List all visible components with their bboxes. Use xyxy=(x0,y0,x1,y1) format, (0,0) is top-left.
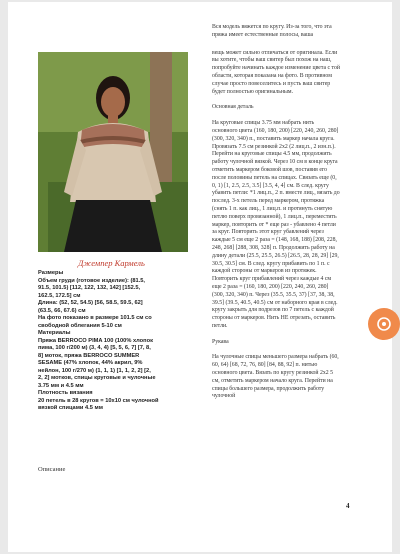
text-line: после половины петель на спицах. Связать еще (0, xyxy=(212,174,337,181)
page-number: 4 xyxy=(346,502,350,510)
text-line: Перейти на круговые спицы 4.5 мм, продолжить xyxy=(212,151,332,158)
text-line: кругу закрыть для подрезов по 7 петель с каждой xyxy=(212,307,334,314)
text-line: послед. 3-х петель перед маркером, протяжка xyxy=(212,198,325,205)
text-line: петли. xyxy=(212,322,228,329)
spec-line: Размеры xyxy=(38,270,64,276)
text-line: 39.5] (39.5, 40.5, 40.5) см от наборного края в след. xyxy=(212,299,338,306)
text-line: основного цвета. Вязать по кругу резинкой 2х2 5 xyxy=(212,370,334,377)
spec-line: Материалы xyxy=(38,330,71,336)
spec-line: 3.75 мм и 4.5 мм xyxy=(38,382,84,389)
text-line: Провязать 7.5 см резинкой 2х2 (2 лиц.п., 2 изн.п.). xyxy=(212,143,336,150)
document-page xyxy=(8,2,392,552)
section-title-body: Основная деталь xyxy=(212,104,254,111)
spec-line: Пряжа BERROCO PIMA 100 (100% хлопок xyxy=(38,337,153,344)
text-line: еще 2 раза = (160, 180, 200) [220, 240, 260, 280] xyxy=(212,283,329,290)
text-line: см, отметить маркером начало круга. Перейти на xyxy=(212,377,333,384)
spec-line: пима, 100 г/200 м) (3, 4, 4) [5, 5, 6, 7] [7, 8, xyxy=(38,345,151,351)
model-photo xyxy=(38,52,188,252)
spec-line: (63.5, 66, 67.6) см xyxy=(38,307,86,314)
text-line: На чулочные спицы меньшего размера набрать (60, xyxy=(212,354,339,361)
spec-line: вязкой спицами 4.5 мм xyxy=(38,405,103,411)
spec-line: 8] моток, пряжа BERROCO SUMMER xyxy=(38,352,140,359)
text-line: работу чулочной вязкой. Через 10 см в конце круга xyxy=(212,159,338,166)
text-line: вы хотите, чтобы ваш свитер был похож на наш, xyxy=(212,57,332,64)
text-line: основного цвета (160, 180, 200) [220, 240, 260, 280] xyxy=(212,127,339,134)
text-line: области, которая показана на фото. В противном xyxy=(212,72,332,79)
text-line: будет полностью оригинальным. xyxy=(212,88,294,95)
text-line: Вся модель вяжется по кругу. Из-за того, что эта xyxy=(212,24,332,30)
text-line: спицы большего размера, продолжить работу xyxy=(212,385,325,392)
spec-line: SESAME (47% хлопок, 44% акрил, 9% xyxy=(38,360,143,366)
spec-line: Длина: (52, 52, 54.5) [56, 58.5, 59.5, 62] xyxy=(38,300,143,306)
text-line: каждые 5 см еще 2 раза = (148, 168, 188) [208, 228, xyxy=(212,237,337,244)
text-line: 30.5, 30.5] см. В след. кругу прибавить по 1 п. с xyxy=(212,260,330,267)
spec-line: нейлон, 100 г/270 м) (1, 1, 1) [1, 1, 2, 2] [2, xyxy=(38,367,151,374)
section-body-text xyxy=(212,120,368,331)
instructions-column xyxy=(212,24,368,401)
spec-line: Объем груди (готовое изделие): (81.5, xyxy=(38,277,145,284)
text-line: (300, 320, 340) п., поставить маркер начала круга. xyxy=(212,135,335,142)
spec-line: На фото показано в размере 101.5 см со xyxy=(38,315,152,321)
spec-line: Плотность вязания xyxy=(38,390,93,396)
text-line: петлю поверх провязанной), 1 лиц.п., переместить xyxy=(212,213,337,220)
specs-column xyxy=(38,270,198,413)
scroll-button[interactable] xyxy=(368,308,400,340)
text-line: 60, 64) [68, 72, 76, 80] [84, 88, 92] п. нитью xyxy=(212,362,318,369)
text-line: длину детали (25.5, 25.5, 26.5) [26.5, 28, 28, 29] [29, xyxy=(212,252,339,259)
spec-line: 91.5, 101.5) [112, 122, 132, 142] [152.5, xyxy=(38,285,141,291)
text-line: (снять 1 п. как лиц., 1 лиц.п. и протянуть снятую xyxy=(212,205,333,212)
text-line: стороны от маркеров. Нить НЕ отрезать, оставить xyxy=(212,315,336,322)
text-line: маркер, повторить от * еще раз - убавлено 4 петли xyxy=(212,221,336,228)
text-line: случае просто повеселитесь и пусть ваш свитер xyxy=(212,80,331,87)
text-line: убавить петли: *1 лиц.п., 2 п. вместе лиц., вязать до xyxy=(212,190,340,197)
text-line: попробуйте начинать каждое изменение цвета с той xyxy=(212,65,340,72)
spec-line: 20 петель в 28 кругов = 10х10 см чулочной xyxy=(38,397,159,404)
spec-line: 162.5, 172.5] см xyxy=(38,292,81,299)
photo-caption: Джемпер Кармель xyxy=(78,258,145,268)
spec-line: 2, 2] мотков, спицы круговые и чулочные xyxy=(38,375,156,381)
text-line: (300, 320, 340) п. Через (35.5, 35.5, 37) [37, 38, 38, xyxy=(212,291,335,298)
text-line: за круг. Повторить этот круг убавлений через xyxy=(212,229,324,236)
intro-lines xyxy=(212,50,368,97)
section-sleeves-text xyxy=(212,354,368,401)
text-line: пряжа имеет естественные полосы, ваша xyxy=(212,31,314,38)
text-line: Повторить круг прибавлений через каждые 4 см xyxy=(212,276,332,283)
text-line: 248, 268] [288, 308, 328] п. Продолжить работу на xyxy=(212,244,335,251)
spec-line: свободной облегания 5-10 см xyxy=(38,322,122,329)
text-line: 0, 1) [1, 2.5, 2.5, 3.5] [3.5, 4, 4] см. В след. кругу xyxy=(212,182,329,189)
text-line: отметить маркером боковой шов, поставив его xyxy=(212,166,328,173)
text-line: На круговые спицы 3.75 мм набрать нить xyxy=(212,120,315,127)
section-title-sleeves: Рукава xyxy=(212,338,229,345)
text-line: вещь может сильно отличаться от оригинала. Если xyxy=(212,49,338,56)
description-heading: Описание xyxy=(38,466,66,473)
intro-lines-top xyxy=(212,24,368,40)
text-line: чулочной xyxy=(212,393,236,400)
scroll-icon xyxy=(376,316,392,332)
text-line: каждой стороны от маркеров из протяжек. xyxy=(212,268,317,275)
